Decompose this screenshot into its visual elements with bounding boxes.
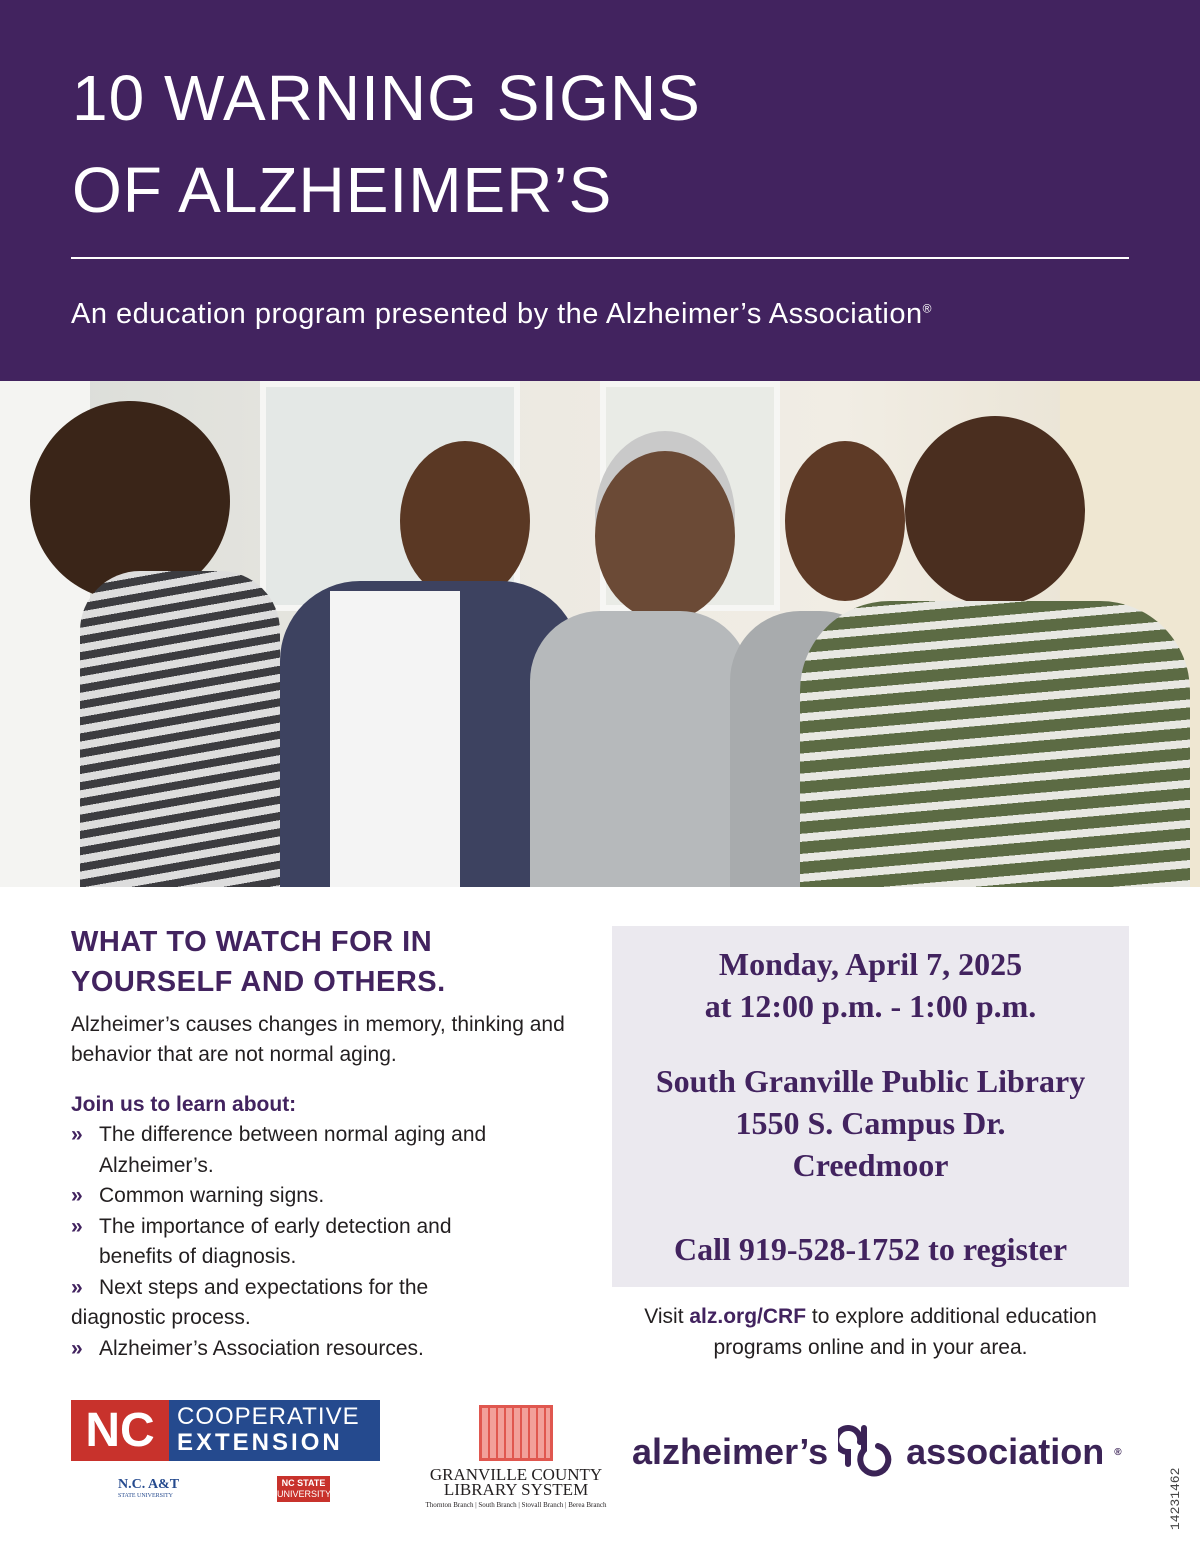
- list-item: [71, 1181, 601, 1212]
- heading-line-2: YOURSELF AND OTHERS.: [71, 966, 446, 998]
- gcls-line-1: GRANVILLE COUNTY: [429, 1465, 603, 1484]
- subtitle: [71, 298, 932, 331]
- visit-prefix: Visit: [644, 1305, 690, 1328]
- event-city: Creedmoor: [792, 1147, 949, 1183]
- alz-symbol-icon: [838, 1424, 896, 1480]
- ncat-name: N.C. A&T: [118, 1477, 180, 1492]
- event-venue: South Granville Public Library: [655, 1063, 1086, 1099]
- library-building-icon: [479, 1405, 553, 1461]
- event-time: at 12:00 p.m. - 1:00 p.m.: [704, 988, 1037, 1024]
- nc-line-2: EXTENSION: [177, 1429, 343, 1456]
- nc-cooperative-extension-logo: [71, 1400, 380, 1461]
- list-item: [71, 1212, 601, 1273]
- section-heading: [71, 922, 601, 1002]
- list-item-text: Common warning signs.: [99, 1184, 325, 1207]
- chevron-right-icon: »: [71, 1123, 83, 1146]
- family-photo: [0, 381, 1200, 887]
- registered-mark: ®: [922, 301, 932, 316]
- topics-list: [71, 1120, 601, 1364]
- ncat-logo: [118, 1477, 179, 1499]
- ncat-sub: STATE UNIVERSITY: [118, 1493, 174, 1499]
- join-label: Join us to learn about:: [71, 1093, 297, 1116]
- alzheimers-association-logo: [632, 1424, 1122, 1480]
- alz-registered-mark: ®: [1114, 1446, 1122, 1458]
- ncsu-line-1: NC STATE: [281, 1478, 326, 1488]
- chevron-right-icon: »: [71, 1336, 83, 1360]
- list-item-text: Next steps and expectations for the diagnostic process.: [71, 1275, 429, 1329]
- alz-left-word: alzheimer’s: [632, 1431, 829, 1472]
- gcls-branches: Thornton Branch | South Branch | Stovall Branch | Berea Branch: [425, 1501, 607, 1509]
- alz-link[interactable]: alz.org/CRF: [689, 1305, 807, 1328]
- divider: [71, 257, 1129, 259]
- list-item: [71, 1273, 601, 1334]
- title-line-2: OF ALZHEIMER’S: [72, 154, 613, 226]
- list-item-text: The importance of early detection and benefits of diagnosis.: [99, 1214, 452, 1268]
- event-date: Monday, April 7, 2025: [718, 946, 1023, 982]
- nc-line-1: COOPERATIVE: [177, 1403, 360, 1430]
- chevron-right-icon: »: [71, 1184, 83, 1207]
- granville-library-logo: [418, 1405, 614, 1509]
- header-banner: [0, 0, 1200, 381]
- chevron-right-icon: »: [71, 1275, 83, 1299]
- document-code: 14231462: [1168, 1467, 1183, 1530]
- info-column: [71, 922, 601, 1364]
- event-details-box: [612, 926, 1129, 1287]
- list-item: [71, 1334, 601, 1365]
- chevron-right-icon: »: [71, 1214, 83, 1238]
- event-address: 1550 S. Campus Dr.: [735, 1105, 1006, 1141]
- list-item-text: The difference between normal aging and Alzheimer’s.: [99, 1123, 487, 1177]
- intro-text: Alzheimer’s causes changes in memory, thinking and behavior that are not normal aging.: [71, 1013, 565, 1066]
- visit-text: [612, 1301, 1129, 1363]
- subtitle-text: An education program presented by the Alzheimer’s Association: [71, 298, 923, 330]
- alz-right-word: association: [906, 1431, 1105, 1472]
- page-title: [72, 52, 701, 236]
- nc-abbr: NC: [71, 1400, 169, 1461]
- visit-suffix: to explore additional education programs online and in your area.: [713, 1305, 1097, 1359]
- nc-wordmark: [169, 1400, 380, 1461]
- list-item-text: Alzheimer’s Association resources.: [99, 1336, 424, 1360]
- ncsu-line-2: UNIVERSITY: [277, 1489, 332, 1499]
- register-call: Call 919-528-1752 to register: [673, 1231, 1068, 1267]
- heading-line-1: WHAT TO WATCH FOR IN: [71, 926, 433, 958]
- title-line-1: 10 WARNING SIGNS: [72, 62, 701, 134]
- gcls-line-2: LIBRARY SYSTEM: [443, 1480, 589, 1499]
- ncsu-logo: [277, 1476, 330, 1502]
- list-item: [71, 1120, 601, 1181]
